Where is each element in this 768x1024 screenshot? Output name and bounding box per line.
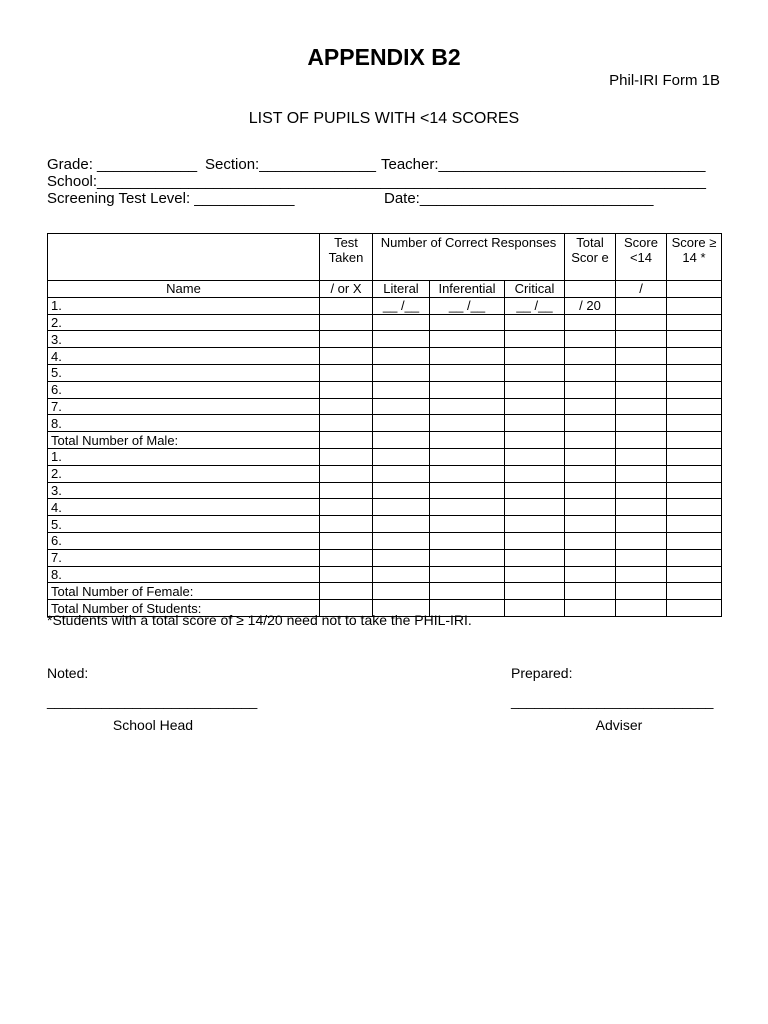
entry-cell[interactable]: [667, 583, 722, 600]
entry-cell[interactable]: [430, 432, 505, 449]
entry-cell[interactable]: [667, 415, 722, 432]
entry-cell[interactable]: [430, 398, 505, 415]
entry-cell[interactable]: [373, 448, 430, 465]
male-pupil-row: [48, 348, 722, 365]
prepared-label: Prepared:: [511, 665, 573, 681]
header-score-ge14: Score ≥ 14 *: [667, 234, 722, 281]
entry-cell[interactable]: [320, 465, 373, 482]
entry-cell[interactable]: [565, 499, 616, 516]
entry-cell[interactable]: [320, 583, 373, 600]
female-pupil-row: [48, 566, 722, 583]
entry-cell[interactable]: [505, 381, 565, 398]
entry-cell[interactable]: [616, 549, 667, 566]
header-correct-responses: Number of Correct Responses: [373, 234, 565, 281]
entry-cell[interactable]: [667, 398, 722, 415]
male-pupil-row: [48, 364, 722, 381]
entry-cell[interactable]: [373, 583, 430, 600]
entry-cell[interactable]: [373, 549, 430, 566]
subheader-lt14: /: [616, 281, 667, 298]
male-pupil-row: [48, 398, 722, 415]
entry-cell[interactable]: [616, 600, 667, 617]
entry-cell[interactable]: [565, 566, 616, 583]
entry-cell[interactable]: [505, 532, 565, 549]
entry-cell[interactable]: [667, 364, 722, 381]
entry-cell[interactable]: [373, 499, 430, 516]
row-label: 7.: [48, 549, 320, 566]
entry-cell[interactable]: [616, 566, 667, 583]
table-subheader-row: [48, 281, 722, 298]
entry-cell[interactable]: [616, 499, 667, 516]
entry-cell[interactable]: [430, 348, 505, 365]
subheader-total: [565, 281, 616, 298]
entry-cell[interactable]: [565, 398, 616, 415]
entry-cell[interactable]: [320, 398, 373, 415]
school-head-signature-line[interactable]: ___________________________: [47, 693, 258, 709]
entry-cell[interactable]: [667, 566, 722, 583]
entry-cell[interactable]: [373, 331, 430, 348]
entry-cell[interactable]: [430, 516, 505, 533]
entry-cell[interactable]: [373, 381, 430, 398]
subheader-critical: Critical: [505, 281, 565, 298]
row-label: 3.: [48, 331, 320, 348]
entry-cell[interactable]: [430, 549, 505, 566]
entry-cell[interactable]: [373, 432, 430, 449]
entry-cell[interactable]: [320, 448, 373, 465]
entry-cell[interactable]: [320, 415, 373, 432]
school-field[interactable]: School:_________________________________________________________________________: [47, 173, 707, 190]
entry-cell[interactable]: [616, 314, 667, 331]
row-label: 2.: [48, 314, 320, 331]
entry-cell[interactable]: [565, 415, 616, 432]
entry-cell[interactable]: [505, 415, 565, 432]
entry-cell[interactable]: [373, 516, 430, 533]
entry-cell[interactable]: [565, 583, 616, 600]
entry-cell[interactable]: [616, 297, 667, 314]
entry-cell[interactable]: [320, 297, 373, 314]
row-label: 8.: [48, 566, 320, 583]
entry-cell[interactable]: [505, 549, 565, 566]
entry-cell[interactable]: [430, 314, 505, 331]
row-label: 4.: [48, 499, 320, 516]
male-pupil-row: [48, 381, 722, 398]
entry-cell[interactable]: [667, 432, 722, 449]
entry-cell[interactable]: [505, 448, 565, 465]
subheader-name: Name: [48, 281, 320, 298]
entry-cell[interactable]: [565, 532, 616, 549]
row-label: 7.: [48, 398, 320, 415]
entry-cell[interactable]: [667, 516, 722, 533]
footnote: *Students with a total score of ≥ 14/20 need not to take the PHIL-IRI.: [47, 612, 472, 628]
entry-cell[interactable]: [373, 398, 430, 415]
entry-cell[interactable]: [667, 448, 722, 465]
header-blank: [48, 234, 320, 281]
entry-cell[interactable]: [373, 314, 430, 331]
entry-cell[interactable]: [320, 314, 373, 331]
entry-cell[interactable]: [505, 600, 565, 617]
header-test-taken: Test Taken: [320, 234, 373, 281]
entry-cell[interactable]: [320, 482, 373, 499]
entry-cell[interactable]: [616, 398, 667, 415]
female-pupil-row: [48, 532, 722, 549]
entry-cell[interactable]: [565, 482, 616, 499]
teacher-field[interactable]: Teacher:________________________________: [381, 156, 706, 173]
entry-cell[interactable]: [565, 465, 616, 482]
entry-cell[interactable]: [430, 499, 505, 516]
entry-cell[interactable]: [320, 499, 373, 516]
entry-cell[interactable]: [320, 381, 373, 398]
female-pupil-row: [48, 482, 722, 499]
entry-cell[interactable]: [373, 348, 430, 365]
entry-cell[interactable]: [616, 465, 667, 482]
entry-cell[interactable]: [430, 465, 505, 482]
entry-cell[interactable]: [505, 499, 565, 516]
noted-label: Noted:: [47, 665, 89, 681]
entry-cell[interactable]: [565, 549, 616, 566]
entry-cell[interactable]: [430, 381, 505, 398]
entry-cell[interactable]: [565, 348, 616, 365]
section-field[interactable]: Section:______________: [205, 156, 376, 173]
entry-cell[interactable]: [616, 348, 667, 365]
entry-cell[interactable]: [430, 482, 505, 499]
male-pupil-row: [48, 415, 722, 432]
pupils-table: [47, 233, 722, 617]
page-title: APPENDIX B2: [307, 44, 461, 70]
entry-cell[interactable]: [505, 314, 565, 331]
row-label: Total Number of Male:: [48, 432, 320, 449]
male-pupil-row: [48, 331, 722, 348]
entry-cell[interactable]: [616, 583, 667, 600]
subheader-ge14: [667, 281, 722, 298]
entry-cell[interactable]: [565, 516, 616, 533]
entry-cell[interactable]: [505, 364, 565, 381]
entry-cell[interactable]: [667, 499, 722, 516]
entry-cell[interactable]: [616, 381, 667, 398]
form-code: Phil-IRI Form 1B: [609, 72, 720, 89]
entry-cell[interactable]: [565, 432, 616, 449]
school-head-label: School Head: [112, 717, 194, 733]
entry-cell[interactable]: [373, 532, 430, 549]
row-label: 5.: [48, 364, 320, 381]
entry-cell[interactable]: [320, 432, 373, 449]
row-label: 1.: [48, 448, 320, 465]
entry-cell[interactable]: [565, 364, 616, 381]
entry-cell[interactable]: [373, 566, 430, 583]
entry-cell[interactable]: [430, 331, 505, 348]
row-label: 1.: [48, 297, 320, 314]
entry-cell[interactable]: [667, 331, 722, 348]
row-label: 6.: [48, 381, 320, 398]
female-pupil-row: [48, 465, 722, 482]
entry-cell[interactable]: [667, 465, 722, 482]
entry-cell[interactable]: [320, 364, 373, 381]
entry-cell[interactable]: / 20: [565, 297, 616, 314]
date-field[interactable]: Date:____________________________: [384, 190, 654, 207]
screening-level-field[interactable]: Screening Test Level: ____________: [47, 190, 295, 207]
row-label: 2.: [48, 465, 320, 482]
table-header-row: [48, 234, 722, 281]
entry-cell[interactable]: [565, 448, 616, 465]
entry-cell[interactable]: [616, 331, 667, 348]
entry-cell[interactable]: [505, 331, 565, 348]
entry-cell[interactable]: [430, 566, 505, 583]
entry-cell[interactable]: [565, 600, 616, 617]
header-total-score: Total Scor e: [565, 234, 616, 281]
entry-cell[interactable]: __ /__: [430, 297, 505, 314]
row-label: Total Number of Students:: [48, 600, 320, 617]
female-total-row: [48, 583, 722, 600]
entry-cell[interactable]: __ /__: [373, 297, 430, 314]
page-subtitle: LIST OF PUPILS WITH <14 SCORES: [248, 110, 520, 127]
entry-cell[interactable]: [505, 482, 565, 499]
female-pupil-row: [48, 499, 722, 516]
entry-cell[interactable]: [373, 482, 430, 499]
entry-cell[interactable]: [667, 482, 722, 499]
adviser-label: Adviser: [595, 717, 643, 733]
grade-field[interactable]: Grade: ____________: [47, 156, 198, 173]
entry-cell[interactable]: [320, 516, 373, 533]
entry-cell[interactable]: [320, 566, 373, 583]
entry-cell[interactable]: [667, 549, 722, 566]
row-label: 8.: [48, 415, 320, 432]
entry-cell[interactable]: [667, 532, 722, 549]
entry-cell[interactable]: [430, 364, 505, 381]
entry-cell[interactable]: [667, 297, 722, 314]
entry-cell[interactable]: [320, 331, 373, 348]
entry-cell[interactable]: [616, 415, 667, 432]
female-pupil-row: [48, 448, 722, 465]
entry-cell[interactable]: [616, 448, 667, 465]
entry-cell[interactable]: [430, 583, 505, 600]
entry-cell[interactable]: [667, 314, 722, 331]
entry-cell[interactable]: [430, 532, 505, 549]
entry-cell[interactable]: [373, 465, 430, 482]
subheader-check: / or X: [320, 281, 373, 298]
entry-cell[interactable]: [320, 532, 373, 549]
row-label: 4.: [48, 348, 320, 365]
entry-cell[interactable]: [505, 583, 565, 600]
entry-cell[interactable]: [505, 348, 565, 365]
entry-cell[interactable]: [616, 432, 667, 449]
row-label: Total Number of Female:: [48, 583, 320, 600]
entry-cell[interactable]: [505, 566, 565, 583]
female-pupil-row: [48, 516, 722, 533]
entry-cell[interactable]: [430, 415, 505, 432]
row-label: 5.: [48, 516, 320, 533]
entry-cell[interactable]: [565, 331, 616, 348]
entry-cell[interactable]: [505, 398, 565, 415]
entry-cell[interactable]: [616, 516, 667, 533]
entry-cell[interactable]: [320, 348, 373, 365]
entry-cell[interactable]: [616, 482, 667, 499]
entry-cell[interactable]: [667, 600, 722, 617]
entry-cell[interactable]: [667, 348, 722, 365]
entry-cell[interactable]: __ /__: [505, 297, 565, 314]
entry-cell[interactable]: [565, 314, 616, 331]
entry-cell[interactable]: [430, 448, 505, 465]
entry-cell[interactable]: [667, 381, 722, 398]
male-pupil-row: [48, 314, 722, 331]
entry-cell[interactable]: [565, 381, 616, 398]
entry-cell[interactable]: [505, 465, 565, 482]
female-pupil-row: [48, 549, 722, 566]
male-pupil-row: [48, 297, 722, 314]
row-label: 3.: [48, 482, 320, 499]
row-label: 6.: [48, 532, 320, 549]
entry-cell[interactable]: [616, 364, 667, 381]
header-score-lt14: Score <14: [616, 234, 667, 281]
entry-cell[interactable]: [320, 549, 373, 566]
subheader-literal: Literal: [373, 281, 430, 298]
entry-cell[interactable]: [505, 516, 565, 533]
adviser-signature-line[interactable]: __________________________: [511, 693, 714, 709]
male-total-row: [48, 432, 722, 449]
entry-cell[interactable]: [373, 415, 430, 432]
entry-cell[interactable]: [505, 432, 565, 449]
entry-cell[interactable]: [616, 532, 667, 549]
subheader-inferential: Inferential: [430, 281, 505, 298]
entry-cell[interactable]: [373, 364, 430, 381]
